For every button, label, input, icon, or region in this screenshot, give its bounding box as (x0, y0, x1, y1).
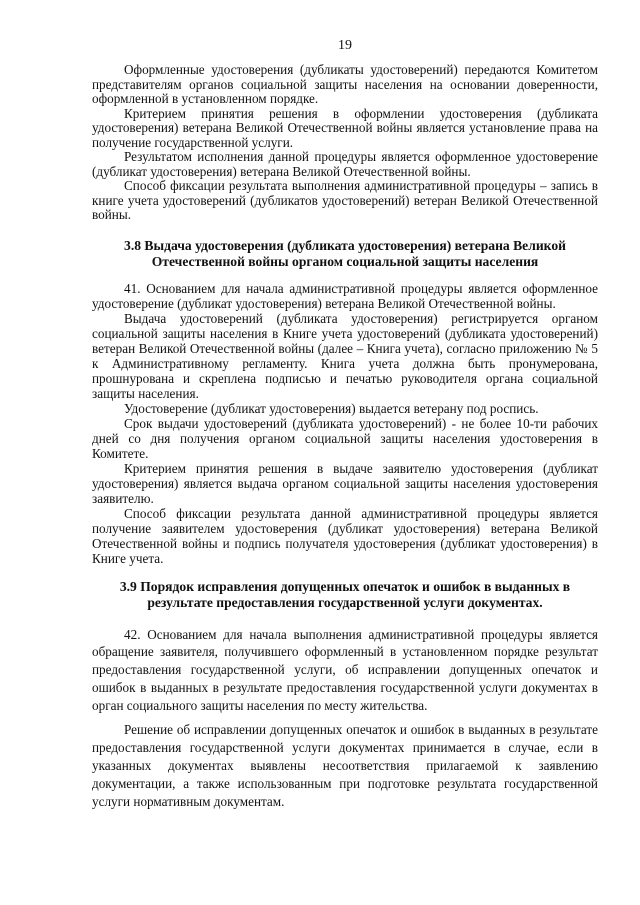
paragraph: Способ фиксации результата выполнения административной процедуры – запись в книге учета удостоверений (дубликатов удостоверений) ветеран Великой Отечественной войны. (92, 178, 598, 222)
paragraph: Выдача удостоверений (дубликата удостоверения) регистрируется органом социальной защиты населения в Книге учета удостоверений (дубликата удостоверений) ветеран Великой Отечественной войны (далее – Книга учета), согласно приложению № 5 к Административному регламенту. Книга учета должна быть пронумерована, прошнурована и скреплена подписью и печатью руководителя органа социальной защиты населения. (92, 310, 598, 401)
section-3-9-body (92, 626, 598, 811)
paragraph: 41. Основанием для начала административной процедуры является оформленное удостоверение (дубликат удостоверения) ветерана Великой Отечественной войны. (92, 280, 598, 311)
paragraph: Оформленные удостоверения (дубликаты удостоверений) передаются Комитетом представителям органов социальной защиты населения на основании доверенности, оформленной в установленном порядке. (92, 62, 598, 106)
section-heading-3-9: 3.9 Порядок исправления допущенных опечаток и ошибок в выданных в результате предоставления государственной услуги документах. (119, 578, 571, 610)
intro-section (92, 63, 598, 223)
section-heading-3-8: 3.8 Выдача удостоверения (дубликата удостоверения) ветерана Великой Отечественной войны органом социальной защиты населения (124, 237, 566, 269)
document-page (92, 38, 598, 810)
paragraph: Решение об исправлении допущенных опечаток и ошибок в выданных в результате предоставления государственной услуги документах принимается в случае, если в указанных документах выявлены несоответствия прилагаемой к заявлению документации, а также использованным при подготовке результата государственной услуги нормативным документам. (92, 722, 598, 809)
section-3-8-body (92, 281, 598, 566)
paragraph: Способ фиксации результата данной административной процедуры является получение заявителем удостоверения (дубликат удостоверения) ветерана Великой Отечественной войны и подпись получателя удостоверения (дубликат удостоверения) в Книге учета. (92, 505, 598, 566)
paragraph: Удостоверение (дубликат удостоверения) выдается ветерану под роспись. (124, 400, 539, 416)
paragraph: Критерием принятия решения в оформлении удостоверения (дубликата удостоверения) ветерана Великой Отечественной войны является установление права на получение государственной услуги. (92, 105, 598, 150)
paragraph: Результатом исполнения данной процедуры является оформленное удостоверение (дубликат удостоверения) ветерана Великой Отечественной войны. (92, 149, 598, 179)
paragraph: Срок выдачи удостоверений (дубликата удостоверений) - не более 10-ти рабочих дней со дня получения органом социальной защиты населения удостоверения в Комитете. (92, 415, 598, 461)
paragraph: 42. Основанием для начала выполнения административной процедуры является обращение заявителя, получившего оформленный в установленном порядке результат предоставления государственной услуги, об исправлении допущенных опечаток и ошибок в выданных в результате предоставления государственной услуги документах в орган социального защиты населения по месту жительства. (92, 626, 598, 713)
paragraph: Критерием принятия решения в выдаче заявителю удостоверения (дубликат удостоверения) является выдача органом социальной защиты населения удостоверения заявителю. (92, 460, 598, 506)
page-number: 19 (338, 38, 352, 53)
